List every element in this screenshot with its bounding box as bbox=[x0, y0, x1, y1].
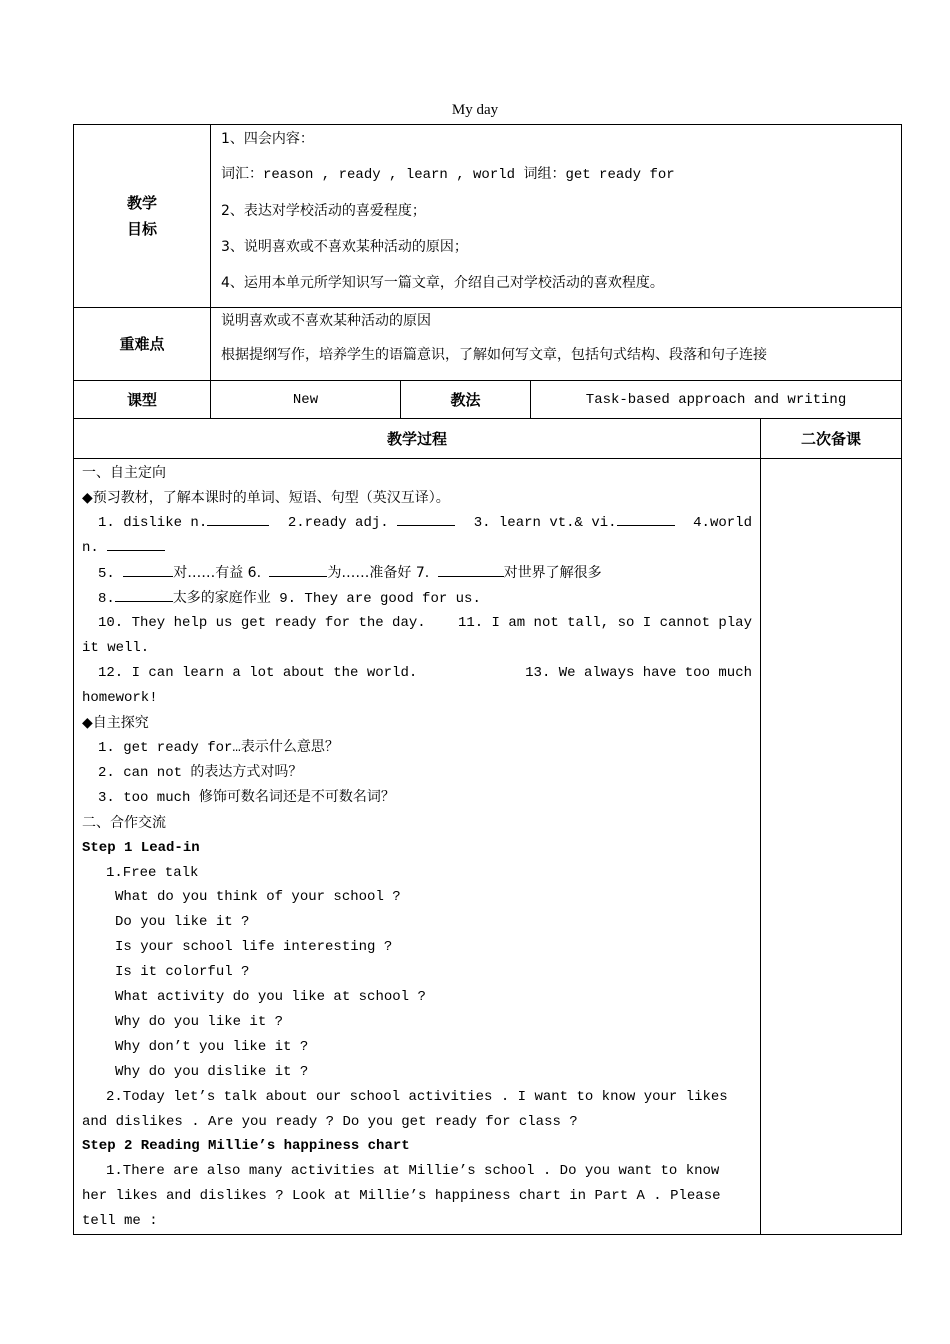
goals-content bbox=[211, 125, 902, 308]
process-content bbox=[74, 459, 761, 1235]
answer-blank[interactable] bbox=[107, 536, 165, 551]
intro-paragraph-line-1: 2.Today let’s talk about our school activities . I want to know your likes bbox=[106, 1088, 728, 1105]
reading-paragraph-line-2: her likes and dislikes ? Look at Millie’s happiness chart in Part A . Please bbox=[82, 1188, 721, 1205]
step-2-heading: Step 2 Reading Millie’s happiness chart bbox=[82, 1138, 410, 1155]
lesson-plan-table bbox=[73, 124, 902, 1235]
answer-blank[interactable] bbox=[397, 511, 455, 526]
explore-question-2: 2. can not 的表达方式对吗？ bbox=[98, 764, 303, 781]
lesson-type-label: 课型 bbox=[74, 381, 211, 419]
preview-instruction: ◆预习教材，了解本课时的单词、短语、句型（英汉互译）。 bbox=[82, 489, 450, 506]
free-talk-question: Do you like it ? bbox=[115, 914, 250, 931]
difficulty-content bbox=[211, 308, 902, 381]
goals-label bbox=[74, 125, 211, 308]
section-heading-1: 一、自主定向 bbox=[82, 465, 166, 481]
answer-blank[interactable] bbox=[269, 562, 327, 577]
free-talk-heading: 1.Free talk bbox=[106, 864, 199, 881]
free-talk-question: Why don’t you like it ? bbox=[115, 1038, 309, 1055]
explore-question-1: 1. get ready for…表示什么意思？ bbox=[98, 739, 339, 756]
phrase-line-1: 5. 对……有益 6. 为……准备好 7. 对世界了解很多 bbox=[82, 561, 752, 587]
answer-blank[interactable] bbox=[207, 511, 269, 526]
difficulty-label: 重难点 bbox=[74, 308, 211, 381]
process-header-row bbox=[74, 419, 902, 459]
goal-line-4: 3、说明喜欢或不喜欢某种活动的原因； bbox=[221, 239, 468, 255]
lesson-type-row bbox=[74, 381, 902, 419]
goal-line-2: 词汇：reason , ready , learn , world 词组：get ready for bbox=[221, 167, 675, 183]
free-talk-question: What do you think of your school ? bbox=[115, 889, 401, 906]
sentence-line-3: 12. I can learn a lot about the world. 13. We always have too much bbox=[98, 665, 752, 682]
goals-label-line2: 目标 bbox=[126, 220, 157, 238]
vocab-line-2: n. bbox=[82, 536, 752, 561]
sentence-line-4: homework! bbox=[82, 690, 158, 707]
goals-row bbox=[74, 125, 902, 308]
notes-header: 二次备课 bbox=[761, 419, 902, 459]
process-body-row bbox=[74, 459, 902, 1235]
notes-column bbox=[761, 459, 902, 1235]
intro-paragraph-line-2: and dislikes . Are you ready ? Do you get ready for class ? bbox=[82, 1113, 578, 1130]
answer-blank[interactable] bbox=[123, 562, 173, 577]
free-talk-question: What activity do you like at school ? bbox=[115, 989, 426, 1006]
process-header: 教学过程 bbox=[74, 419, 761, 459]
free-talk-question: Is your school life interesting ? bbox=[115, 939, 393, 956]
free-talk-question: Why do you dislike it ? bbox=[115, 1063, 309, 1080]
difficulty-line-1: 说明喜欢或不喜欢某种活动的原因 bbox=[221, 313, 431, 329]
free-talk-question: Is it colorful ? bbox=[115, 964, 250, 981]
answer-blank[interactable] bbox=[438, 562, 504, 577]
page-title: My day bbox=[451, 102, 499, 118]
difficulty-line-2: 根据提纲写作，培养学生的语篇意识，了解如何写文章，包括句式结构、段落和句子连接 bbox=[221, 347, 767, 363]
answer-blank[interactable] bbox=[115, 587, 173, 602]
vocab-line-1: 1. dislike n. 2.ready adj. 3. learn vt.& vi. 4.world bbox=[82, 511, 752, 536]
explore-heading: ◆自主探究 bbox=[82, 715, 149, 732]
lesson-type-value: New bbox=[211, 381, 401, 419]
section-heading-2: 二、合作交流 bbox=[82, 814, 166, 831]
answer-blank[interactable] bbox=[617, 511, 675, 526]
teaching-method-label: 教法 bbox=[401, 381, 531, 419]
goal-line-5: 4、运用本单元所学知识写一篇文章，介绍自己对学校活动的喜欢程度。 bbox=[221, 275, 664, 291]
sentence-line-1: 10. They help us get ready for the day. 11. I am not tall, so I cannot play bbox=[98, 615, 752, 632]
difficulty-row bbox=[74, 308, 902, 381]
goal-line-3: 2、表达对学校活动的喜爱程度； bbox=[221, 203, 426, 219]
step-1-heading: Step 1 Lead-in bbox=[82, 839, 200, 856]
reading-paragraph-line-1: 1.There are also many activities at Millie’s school . Do you want to know bbox=[106, 1163, 720, 1180]
free-talk-question: Why do you like it ? bbox=[115, 1013, 284, 1030]
explore-question-3: 3. too much 修饰可数名词还是不可数名词？ bbox=[98, 789, 395, 806]
phrase-line-2: 8. 太多的家庭作业 9. They are good for us. bbox=[82, 587, 752, 612]
goals-label-line1: 教学 bbox=[126, 194, 157, 212]
goal-line-1: 1、四会内容： bbox=[221, 131, 314, 147]
teaching-method-value: Task-based approach and writing bbox=[531, 381, 902, 419]
reading-paragraph-line-3: tell me : bbox=[82, 1213, 158, 1230]
sentence-line-2: it well. bbox=[82, 640, 150, 657]
